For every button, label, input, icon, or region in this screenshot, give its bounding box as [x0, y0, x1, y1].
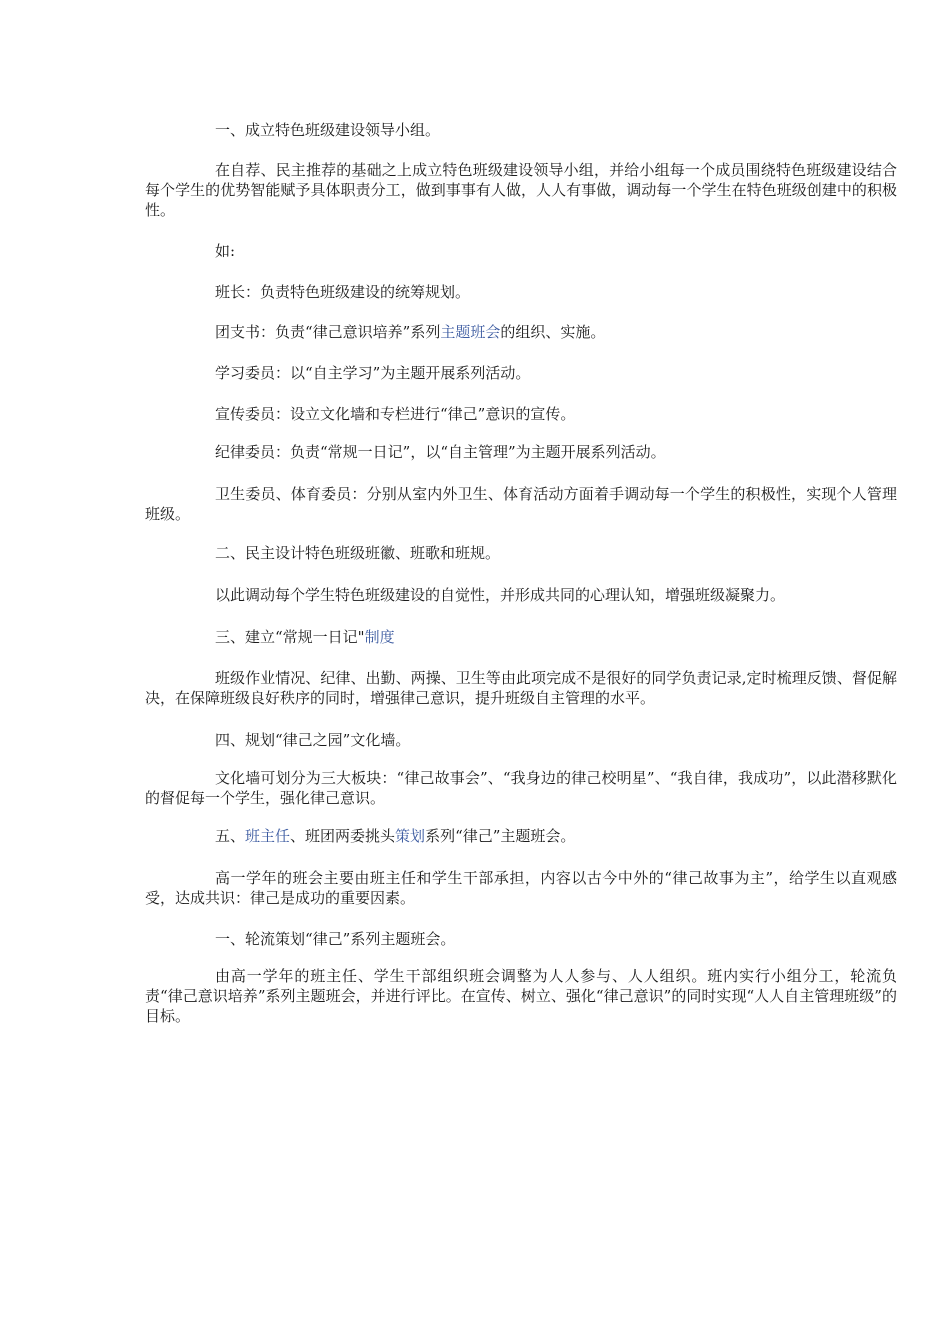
paragraph-text: 、班团两委挑头	[290, 827, 396, 845]
paragraph-text: 班长：负责特色班级建设的统筹规划。	[215, 283, 471, 301]
paragraph-text: 五、	[215, 827, 246, 845]
paragraph-text: 以此调动每个学生特色班级建设的自觉性，并形成共同的心理认知，增强班级凝聚力。	[215, 586, 786, 604]
paragraph	[145, 484, 897, 524]
paragraph	[145, 730, 897, 750]
paragraph-text: 一、轮流策划“律己”系列主题班会。	[215, 930, 456, 948]
paragraph	[145, 160, 897, 220]
paragraph	[145, 627, 897, 647]
paragraph	[145, 966, 897, 1026]
paragraph-text: 系列“律己”主题班会。	[425, 827, 576, 845]
paragraph-text: 学习委员：以“自主学习”为主题开展系列活动。	[215, 364, 531, 382]
paragraph-text: 由高一学年的班主任、学生干部组织班会调整为人人参与、人人组织。班内实行小组分工，轮流负责“律己意识培养”系列主题班会，并进行评比。在宣传、树立、强化“律己意识”的同时实现“人人自主管理班级”的目标。	[145, 967, 897, 1025]
paragraph-text: 一、成立特色班级建设领导小组。	[215, 121, 441, 139]
paragraph	[145, 322, 897, 342]
paragraph	[145, 585, 897, 605]
paragraph-text: 二、民主设计特色班级班徽、班歌和班规。	[215, 544, 501, 562]
paragraph-text: 四、规划“律己之园”文化墙。	[215, 731, 411, 749]
paragraph	[145, 768, 897, 808]
paragraph-text: 宣传委员：设立文化墙和专栏进行“律己”意识的宣传。	[215, 405, 576, 423]
paragraph	[145, 543, 897, 563]
paragraph-text: 班级作业情况、纪律、出勤、两操、卫生等由此项完成不是很好的同学负责记录,定时梳理反馈、督促解决，在保障班级良好秩序的同时，增强律己意识，提升班级自主管理的水平。	[145, 669, 897, 707]
paragraph-text: 团支书：负责“律己意识培养”系列	[215, 323, 441, 341]
paragraph	[145, 826, 897, 846]
paragraph	[145, 668, 897, 708]
inline-link[interactable]: 策划	[395, 827, 426, 845]
inline-link[interactable]: 制度	[364, 628, 395, 646]
paragraph-text: 在自荐、民主推荐的基础之上成立特色班级建设领导小组，并给小组每一个成员围绕特色班级建设结合每个学生的优势智能赋予具体职责分工，做到事事有人做，人人有事做，调动每一个学生在特色班级创建中的积极性。	[145, 161, 897, 219]
paragraph-text: 高一学年的班会主要由班主任和学生干部承担，内容以古今中外的“律己故事为主”，给学生以直观感受，达成共识：律己是成功的重要因素。	[145, 869, 897, 907]
paragraph-text: 的组织、实施。	[500, 323, 606, 341]
paragraph	[145, 363, 897, 383]
paragraph-text: 纪律委员：负责“常规一日记”，以“自主管理”为主题开展系列活动。	[215, 443, 666, 461]
paragraph	[145, 282, 897, 302]
paragraph	[145, 929, 897, 949]
paragraph-text: 卫生委员、体育委员：分别从室内外卫生、体育活动方面着手调动每一个学生的积极性，实现个人管理班级。	[145, 485, 897, 523]
paragraph-text: 文化墙可划分为三大板块：“律己故事会”、“我身边的律己校明星”、“我自律，我成功”，以此潜移默化的督促每一个学生，强化律己意识。	[145, 769, 897, 807]
paragraph	[145, 404, 897, 424]
paragraph-text: 如:	[215, 242, 236, 260]
paragraph-text: 三、建立“常规一日记"	[215, 628, 365, 646]
paragraph	[145, 241, 897, 261]
paragraph	[145, 120, 897, 140]
inline-link[interactable]: 主题班会	[440, 323, 501, 341]
paragraph	[145, 442, 897, 462]
inline-link[interactable]: 班主任	[245, 827, 291, 845]
paragraph	[145, 868, 897, 908]
